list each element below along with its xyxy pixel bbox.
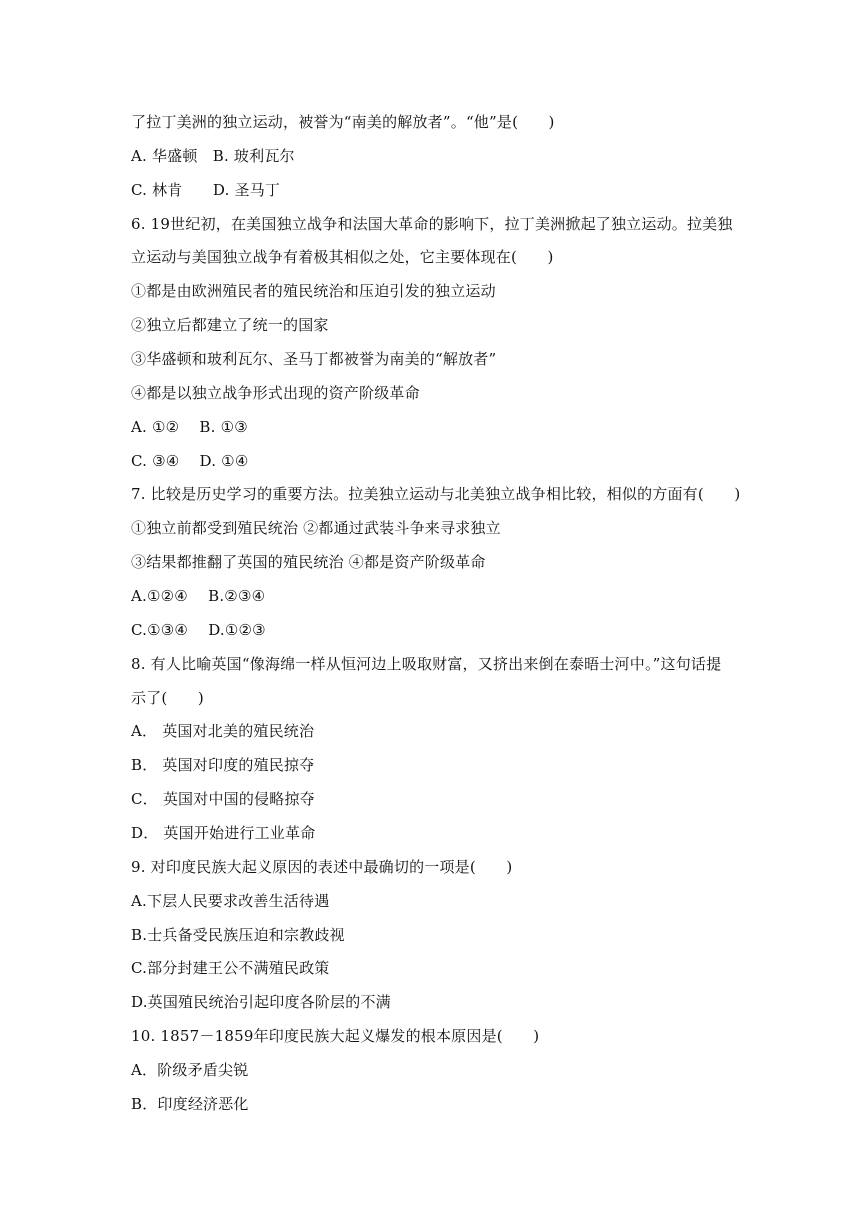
q9-stem: 9. 对印度民族大起义原因的表述中最确切的一项是( ) [131, 858, 513, 876]
q7-stem: 7. 比较是历史学习的重要方法。拉美独立运动与北美独立战争相比较，相似的方面有( ) [131, 485, 741, 503]
q6-stem-line-2: 立运动与美国独立战争有着极其相似之处，它主要体现在( ) [131, 248, 554, 266]
q6-statement-4: ④都是以独立战争形式出现的资产阶级革命 [131, 384, 420, 402]
q8-option-d: D． 英国开始进行工业革命 [131, 824, 316, 842]
q6-statement-2: ②独立后都建立了统一的国家 [131, 316, 329, 334]
q5-options-cd: C. 林肯 D. 圣马丁 [131, 181, 281, 199]
q8-option-a: A． 英国对北美的殖民统治 [131, 722, 315, 740]
q6-options-cd: C. ③④ D. ①④ [131, 452, 249, 470]
q7-statements-1-2: ①独立前都受到殖民统治 ②都通过武装斗争来寻求独立 [131, 519, 501, 537]
q7-statements-3-4: ③结果都推翻了英国的殖民统治 ④都是资产阶级革命 [131, 553, 486, 571]
q6-options-ab: A. ①② B. ①③ [131, 418, 248, 436]
q6-statement-1: ①都是由欧洲殖民者的殖民统治和压迫引发的独立运动 [131, 282, 496, 300]
q10-option-b: B．印度经济恶化 [131, 1095, 249, 1113]
q7-options-ab: A.①②④ B.②③④ [131, 587, 266, 605]
q10-stem: 10. 1857－1859年印度民族大起义爆发的根本原因是( ) [131, 1027, 540, 1045]
q5-stem-continuation: 了拉丁美洲的独立运动，被誉为“南美的解放者”。“他”是( ) [131, 113, 555, 131]
q5-options-ab: A. 华盛顿 B. 玻利瓦尔 [131, 147, 295, 165]
q6-stem-line-1: 6. 19世纪初，在美国独立战争和法国大革命的影响下，拉丁美洲掀起了独立运动。拉美独 [131, 215, 733, 233]
q9-option-a: A.下层人民要求改善生活待遇 [131, 892, 330, 910]
q7-options-cd: C.①③④ D.①②③ [131, 621, 266, 639]
q8-stem-line-1: 8. 有人比喻英国“像海绵一样从恒河边上吸取财富，又挤出来倒在泰晤士河中。”这句话提 [131, 655, 722, 673]
q9-option-c: C.部分封建王公不满殖民政策 [131, 959, 330, 977]
q8-option-b: B． 英国对印度的殖民掠夺 [131, 756, 315, 774]
q8-stem-line-2: 示了( ) [131, 689, 204, 707]
q8-option-c: C． 英国对中国的侵略掠夺 [131, 790, 315, 808]
q10-option-a: A．阶级矛盾尖锐 [131, 1061, 249, 1079]
q9-option-b: B.士兵备受民族压迫和宗教歧视 [131, 926, 345, 944]
q9-option-d: D.英国殖民统治引起印度各阶层的不满 [131, 993, 391, 1011]
q6-statement-3: ③华盛顿和玻利瓦尔、圣马丁都被誉为南美的“解放者” [131, 350, 497, 368]
